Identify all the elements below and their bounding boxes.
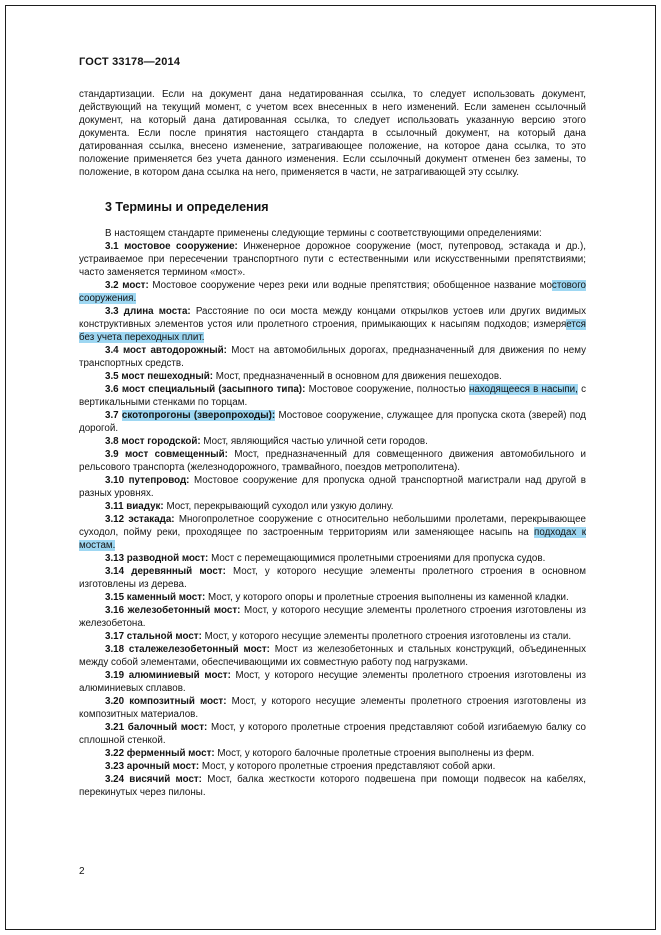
terms-list — [79, 240, 586, 799]
term-definition-3.7: 3.7 скотопрогоны (зверопроходы): Мостовое сооружение, служащее для пропуска скота (зверей) под дорогой. — [79, 410, 586, 434]
term-name: 3.21 балочный мост: — [105, 722, 208, 733]
term-name: 3.22 ферменный мост: — [105, 748, 215, 759]
term-name: 3.11 виадук: — [105, 501, 164, 512]
term-definition-3.11: 3.11 виадук: Мост, перекрывающий суходол или узкую долину. — [105, 501, 394, 512]
term-definition-3.15: 3.15 каменный мост: Мост, у которого опоры и пролетные строения выполнены из каменной кладки. — [105, 592, 569, 603]
term-name: 3.9 мост совмещенный: — [105, 449, 228, 460]
section-lead-paragraph: В настоящем стандарте применены следующие термины с соответствующими определениями: — [105, 228, 542, 239]
document-code-header: ГОСТ 33178—2014 — [79, 56, 181, 68]
term-definition-3.13: 3.13 разводной мост: Мост с перемещающимися пролетными строениями для пропуска судов. — [105, 553, 546, 564]
term-definition-3.1: 3.1 мостовое сооружение: Инженерное дорожное сооружение (мост, путепровод, эстакада и др.), устраиваемое при пересечении транспортного пути с естественными или искусственными препятствиями; часто заменяется термином «мост». — [79, 241, 586, 278]
intro-paragraph: стандартизации. Если на документ дана недатированная ссылка, то следует использовать документ, действующий на текущий момент, с учетом всех внесенных в него изменений. Если заменен ссылочный документ, на который дана датированная ссылка, то следует использовать указанную версию этого документа. Если после принятия настоящего стандарта в ссылочный документ, на который дана датированная ссылка, внесено изменение, затрагивающее положение, на которое дана ссылка, то это положение применяется без учета данного изменения. Если ссылочный документ отменен без замены, то положение, в котором дана ссылка на него, применяется в части, не затрагивающей эту ссылку. — [79, 89, 586, 178]
term-definition-3.23: 3.23 арочный мост: Мост, у которого пролетные строения представляют собой арки. — [105, 761, 496, 772]
term-definition-3.22: 3.22 ферменный мост: Мост, у которого балочные пролетные строения выполнены из ферм. — [105, 748, 535, 759]
term-definition-3.12: 3.12 эстакада: Многопролетное сооружение с относительно небольшими пролетами, перекрывающее суходол, пойму реки, проходящее по застроенным территориям или заменяющее насыпь на подходах к мостам. — [79, 514, 587, 551]
term-name: 3.20 композитный мост: — [105, 696, 227, 707]
highlighted-text: находящееся в насыпи, — [468, 384, 578, 395]
term-definition-3.8: 3.8 мост городской: Мост, являющийся частью уличной сети городов. — [105, 436, 428, 447]
term-definition-3.6: 3.6 мост специальный (засыпного типа): Мостовое сооружение, полностью находящееся в насыпи, с вертикальными стенками по торцам. — [79, 384, 586, 408]
term-name: 3.10 путепровод: — [105, 475, 190, 486]
term-name: 3.7 скотопрогоны (зверопроходы): — [105, 410, 276, 421]
term-definition-3.14: 3.14 деревянный мост: Мост, у которого несущие элементы пролетного строения в основном изготовлены из дерева. — [79, 566, 586, 590]
term-definition-3.9: 3.9 мост совмещенный: Мост, предназначенный для совмещенного движения автомобильного и рельсового транспорта (железнодорожного, трамвайного, поездов метрополитена). — [79, 449, 586, 473]
term-definition-3.5: 3.5 мост пешеходный: Мост, предназначенный в основном для движения пешеходов. — [105, 371, 502, 382]
term-definition-3.3: 3.3 длина моста: Расстояние по оси моста между концами открылков устоев или других видимых конструктивных элементов устоя или пролетного строения, примыкающих к насыпям подходов; измеряется без учета переходных плит. — [79, 306, 586, 343]
term-name: 3.2 мост: — [105, 280, 149, 291]
term-name: 3.18 сталежелезобетонный мост: — [105, 644, 270, 655]
term-definition-3.10: 3.10 путепровод: Мостовое сооружение для пропуска одной транспортной магистрали над другой в разных уровнях. — [79, 475, 586, 499]
term-definition-3.18: 3.18 сталежелезобетонный мост: Мост из железобетонных и стальных конструкций, объединенных между собой элементами, обеспечивающими их совместную работу под нагрузками. — [79, 644, 586, 668]
highlighted-text: стового сооружения. — [79, 280, 586, 304]
highlighted-text: скотопрогоны (зверопроходы): — [121, 410, 276, 421]
term-definition-3.20: 3.20 композитный мост: Мост, у которого несущие элементы пролетного строения изготовлены из композитных материалов. — [79, 696, 586, 720]
term-name: 3.13 разводной мост: — [105, 553, 209, 564]
term-definition-3.2: 3.2 мост: Мостовое сооружение через реки или водные препятствия; обобщенное название мостового сооружения. — [79, 280, 586, 304]
term-name: 3.6 мост специальный (засыпного типа): — [105, 384, 306, 395]
term-name: 3.17 стальной мост: — [105, 631, 202, 642]
highlighted-text: подходах к мостам. — [79, 527, 586, 551]
term-name: 3.15 каменный мост: — [105, 592, 206, 603]
section-heading: 3 Термины и определения — [105, 200, 269, 214]
term-name: 3.1 мостовое сооружение: — [105, 241, 238, 252]
term-name: 3.12 эстакада: — [105, 514, 175, 525]
page-content — [79, 56, 586, 799]
term-definition-3.19: 3.19 алюминиевый мост: Мост, у которого несущие элементы пролетного строения изготовлены из алюминиевых сплавов. — [79, 670, 586, 694]
term-definition-3.17: 3.17 стальной мост: Мост, у которого несущие элементы пролетного строения изготовлены из стали. — [105, 631, 572, 642]
term-name: 3.23 арочный мост: — [105, 761, 200, 772]
term-name: 3.24 висячий мост: — [105, 774, 202, 785]
term-definition-3.4: 3.4 мост автодорожный: Мост на автомобильных дорогах, предназначенный для движения по нему транспортных средств. — [79, 345, 586, 369]
highlighted-text: ется без учета переходных плит. — [79, 319, 586, 343]
term-name: 3.8 мост городской: — [105, 436, 201, 447]
term-definition-3.16: 3.16 железобетонный мост: Мост, у которого несущие элементы пролетного строения изготовлены из железобетона. — [79, 605, 586, 629]
term-name: 3.16 железобетонный мост: — [105, 605, 241, 616]
term-name: 3.3 длина моста: — [105, 306, 191, 317]
page-number: 2 — [79, 866, 85, 877]
term-name: 3.14 деревянный мост: — [105, 566, 226, 577]
term-definition-3.21: 3.21 балочный мост: Мост, у которого пролетные строения представляют собой изгибаемую балку со сплошной стенкой. — [79, 722, 586, 746]
term-name: 3.5 мост пешеходный: — [105, 371, 213, 382]
term-name: 3.4 мост автодорожный: — [105, 345, 227, 356]
term-name: 3.19 алюминиевый мост: — [105, 670, 231, 681]
term-definition-3.24: 3.24 висячий мост: Мост, балка жесткости которого подвешена при помощи подвесок на кабелях, перекинутых через пилоны. — [79, 774, 586, 798]
